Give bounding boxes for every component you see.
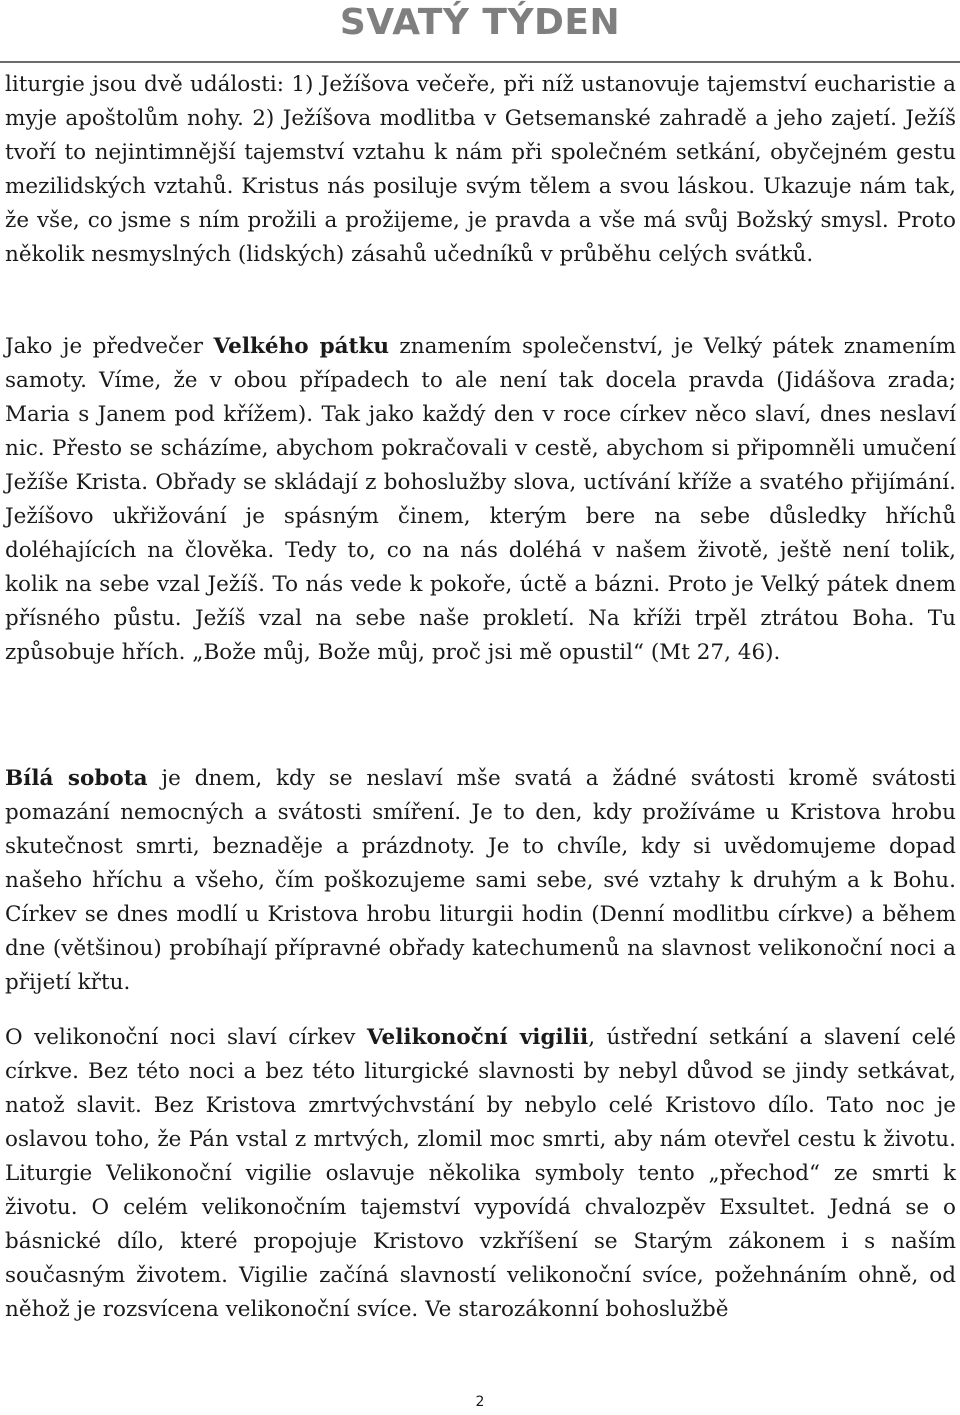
paragraph-3 [5, 762, 956, 1000]
paragraph-3-rest: je dnem, kdy se neslaví mše svatá a žádné svátosti kromě svátosti pomazání nemocných a svátosti smíření. Je to den, kdy prožíváme u Kristova hrobu skutečnost smrti, beznaděje a prázdnoty. Je to chvíle, kdy si uvědomujeme dopad našeho hříchu a všeho, čím poškozujeme sami sebe, své vztahy k druhým a k Bohu. Církev se dnes modlí u Kristova hrobu liturgii hodin (Denní modlitbu církve) a během dne (většinou) probíhají přípravné obřady katechumenů na slavnost velikonoční noci a přijetí křtu. [5, 766, 956, 995]
paragraph-2-lead: Jako je předvečer [5, 334, 214, 359]
paragraph-4 [5, 1021, 956, 1327]
header-divider [0, 61, 960, 63]
paragraph-4-bold-term: Velikonoční vigilii [366, 1025, 589, 1050]
paragraph-2 [5, 330, 956, 670]
page-title: SVATÝ TÝDEN [339, 2, 621, 43]
paragraph-3-bold-term: Bílá sobota [5, 766, 148, 791]
page-number: 2 [475, 1394, 485, 1410]
paragraph-1: liturgie jsou dvě události: 1) Ježíšova večeře, při níž ustanovuje tajemství eucharistie a myje apoštolům nohy. 2) Ježíšova modlitba v Getsemanské zahradě a jeho zajetí. Ježíš tvoří to nejintimnější tajemství vztahu k nám při společném setkání, obyčejném gestu mezilidských vztahů. Kristus nás posiluje svým tělem a svou láskou. Ukazuje nám tak, že vše, co jsme s ním prožili a prožijeme, je pravda a vše má svůj Božský smysl. Proto několik nesmyslných (lidských) zásahů učedníků v průběhu celých svátků. [5, 72, 956, 267]
paragraph-4-rest: , ústřední setkání a slavení celé církve. Bez této noci a bez této liturgické slavnosti by nebyl důvod se jindy setkávat, natož slavit. Bez Kristova zmrtvýchvstání by nebylo celé Kristovo dílo. Tato noc je oslavou toho, že Pán vstal z mrtvých, zlomil moc smrti, aby nám otevřel cestu k životu. Liturgie Velikonoční vigilie oslavuje několika symboly tento „přechod“ ze smrti k životu. O celém velikonočním tajemství vypovídá chvalozpěv Exsultet. Jedná se o básnické dílo, které propojuje Kristovo vzkříšení se Starým zákonem i s naším současným životem. Vigilie začíná slavností velikonoční svíce, požehnáním ohně, od něhož je rozsvícena velikonoční svíce. Ve starozákonní bohoslužbě [5, 1025, 957, 1322]
paragraph-2-rest: znamením společenství, je Velký pátek znamením samoty. Víme, že v obou případech to ale není tak docela pravda (Jidášova zrada; Maria s Janem pod křížem). Tak jako každý den v roce církev něco slaví, dnes neslaví nic. Přesto se scházíme, abychom pokračovali v cestě, abychom si připomněli umučení Ježíše Krista. Obřady se skládají z bohoslužby slova, uctívání kříže a svatého přijímání. Ježíšovo ukřižování je spásným činem, kterým bere na sebe důsledky hříchů doléhajících na člověka. Tedy to, co na nás doléhá v našem životě, ještě není tolik, kolik na sebe vzal Ježíš. To nás vede k pokoře, úctě a bázni. Proto je Velký pátek dnem přísného půstu. Ježíš vzal na sebe naše prokletí. Na kříži trpěl ztrátou Boha. Tu způsobuje hřích. „Bože můj, Bože můj, proč jsi mě opustil“ (Mt 27, 46). [5, 334, 956, 665]
paragraph-2-bold-term: Velkého pátku [213, 334, 390, 359]
paragraph-4-lead: O velikonoční noci slaví církev [5, 1025, 367, 1050]
